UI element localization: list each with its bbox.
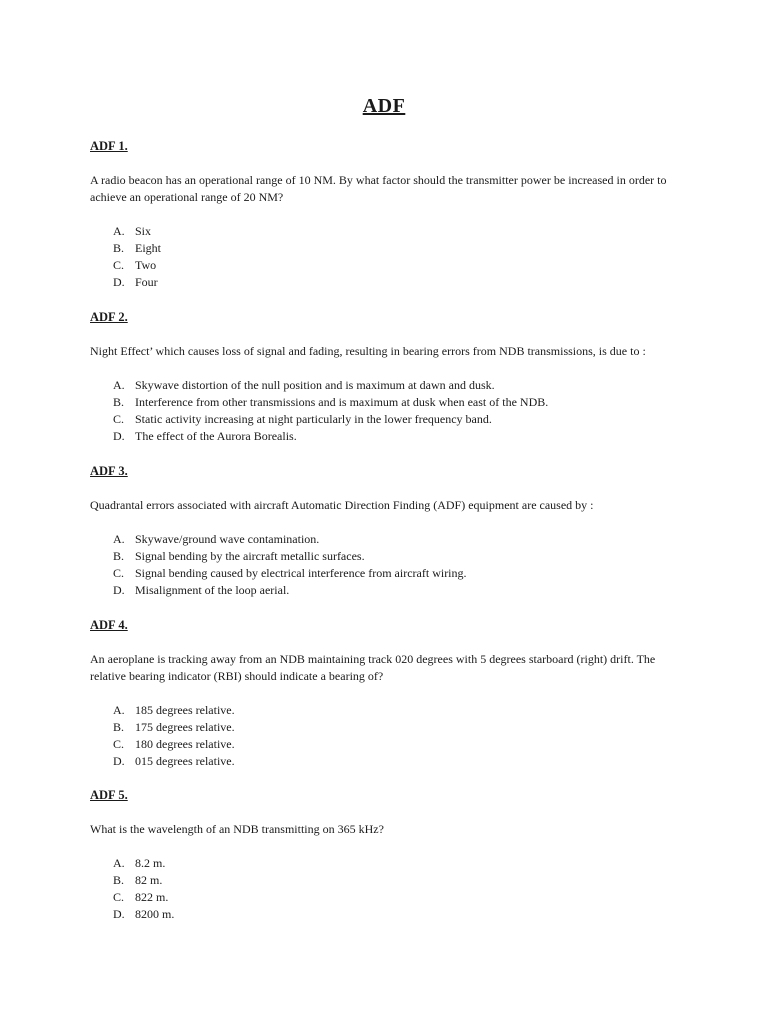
- document-title: ADF: [362, 95, 406, 117]
- answer-option: [90, 565, 690, 582]
- option-letter: A.: [113, 224, 125, 238]
- option-text: 822 m.: [135, 890, 169, 904]
- option-letter: D.: [113, 429, 125, 443]
- question-block: [90, 617, 690, 770]
- option-text: 180 degrees relative.: [135, 737, 235, 751]
- option-letter: B.: [113, 241, 125, 255]
- option-letter: B.: [113, 720, 125, 734]
- option-letter: D.: [113, 907, 125, 921]
- option-letter: D.: [113, 754, 125, 768]
- question-heading: ADF 3.: [90, 464, 128, 478]
- option-text: Signal bending caused by electrical interference from aircraft wiring.: [135, 566, 467, 580]
- answer-options: [90, 702, 690, 770]
- option-text: Skywave/ground wave contamination.: [135, 532, 320, 546]
- answer-options: [90, 855, 690, 923]
- answer-option: [90, 906, 690, 923]
- answer-option: [90, 531, 690, 548]
- answer-option: [90, 240, 690, 257]
- option-letter: C.: [113, 566, 125, 580]
- option-letter: A.: [113, 532, 125, 546]
- option-text: Skywave distortion of the null position and is maximum at dawn and dusk.: [135, 378, 495, 392]
- question-block: [90, 309, 690, 445]
- option-letter: B.: [113, 549, 125, 563]
- option-letter: A.: [113, 378, 125, 392]
- option-text: 185 degrees relative.: [135, 703, 235, 717]
- answer-option: [90, 377, 690, 394]
- answer-option: [90, 394, 690, 411]
- option-letter: B.: [113, 873, 125, 887]
- option-text: 8200 m.: [135, 907, 175, 921]
- question-text: Quadrantal errors associated with aircraft Automatic Direction Finding (ADF) equipment are caused by :: [90, 498, 594, 512]
- option-text: 175 degrees relative.: [135, 720, 235, 734]
- answer-option: [90, 889, 690, 906]
- answer-option: [90, 582, 690, 599]
- answer-options: [90, 377, 690, 445]
- answer-option: [90, 736, 690, 753]
- option-text: Four: [135, 275, 158, 289]
- option-text: Eight: [135, 241, 161, 255]
- option-letter: A.: [113, 703, 125, 717]
- option-letter: B.: [113, 395, 125, 409]
- question-text: An aeroplane is tracking away from an NDB maintaining track 020 degrees with 5 degrees starboard (right) drift. The relative bearing indicator (RBI) should indicate a bearing of?: [90, 652, 656, 683]
- answer-option: [90, 223, 690, 240]
- option-letter: C.: [113, 890, 125, 904]
- answer-option: [90, 753, 690, 770]
- answer-options: [90, 223, 690, 291]
- question-text: Night Effect’ which causes loss of signal and fading, resulting in bearing errors from NDB transmissions, is due to :: [90, 344, 646, 358]
- option-text: 8.2 m.: [135, 856, 166, 870]
- answer-option: [90, 702, 690, 719]
- question-block: [90, 787, 690, 923]
- question-heading: ADF 2.: [90, 310, 128, 324]
- option-letter: A.: [113, 856, 125, 870]
- option-letter: D.: [113, 275, 125, 289]
- option-letter: C.: [113, 258, 125, 272]
- answer-option: [90, 719, 690, 736]
- option-letter: C.: [113, 737, 125, 751]
- answer-option: [90, 428, 690, 445]
- question-block: [90, 138, 690, 291]
- question-text: What is the wavelength of an NDB transmitting on 365 kHz?: [90, 822, 384, 836]
- question-heading: ADF 5.: [90, 788, 128, 802]
- option-text: Static activity increasing at night particularly in the lower frequency band.: [135, 412, 492, 426]
- question-heading: ADF 1.: [90, 139, 128, 153]
- question-heading: ADF 4.: [90, 618, 128, 632]
- option-text: Two: [135, 258, 157, 272]
- option-letter: C.: [113, 412, 125, 426]
- option-text: Misalignment of the loop aerial.: [135, 583, 290, 597]
- answer-option: [90, 548, 690, 565]
- answer-option: [90, 257, 690, 274]
- option-text: 82 m.: [135, 873, 163, 887]
- answer-options: [90, 531, 690, 599]
- answer-option: [90, 274, 690, 291]
- answer-option: [90, 872, 690, 889]
- option-text: Six: [135, 224, 152, 238]
- answer-option: [90, 855, 690, 872]
- question-text: A radio beacon has an operational range of 10 NM. By what factor should the transmitter power be increased in order to achieve an operational range of 20 NM?: [90, 173, 667, 204]
- option-letter: D.: [113, 583, 125, 597]
- option-text: Signal bending by the aircraft metallic surfaces.: [135, 549, 365, 563]
- question-block: [90, 463, 690, 599]
- option-text: 015 degrees relative.: [135, 754, 235, 768]
- answer-option: [90, 411, 690, 428]
- option-text: Interference from other transmissions and is maximum at dusk when east of the NDB.: [135, 395, 549, 409]
- option-text: The effect of the Aurora Borealis.: [135, 429, 297, 443]
